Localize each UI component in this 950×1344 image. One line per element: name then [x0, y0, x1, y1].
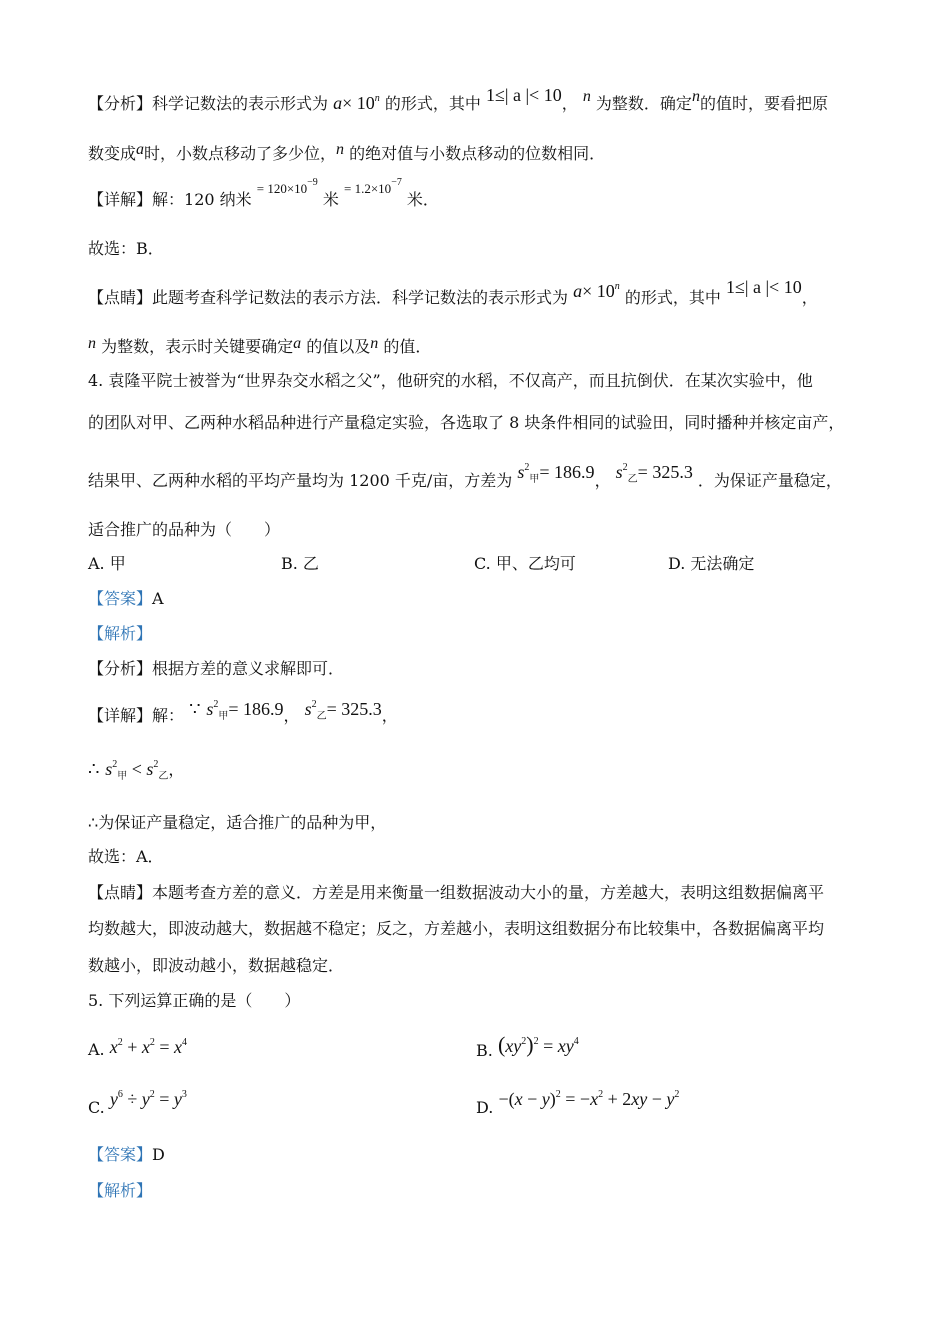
q4-stem-line2: 的团队对甲、乙两种水稻品种进行产量稳定实验，各选取了 8 块条件相同的试验田，同时播种并核定亩产，: [88, 413, 845, 432]
q4-stem-line1: 4. 袁隆平院士被誉为“世界杂交水稻之父”，他研究的水稻，不仅高产，而且抗倒伏．在某次实验中，他: [88, 371, 813, 390]
q3-analysis-line2: 数变成a时，小数点移动了多少位，n 的绝对值与小数点移动的位数相同．: [88, 141, 606, 163]
q5-option-c: C. $y^6 \div y^2 = y^3$: [88, 1089, 187, 1117]
q4-conclusion: ∴为保证产量稳定，适合推广的品种为甲，: [88, 813, 387, 832]
q3-comment-line2: n 为整数，表示时关键要确定a 的值以及n 的值．: [88, 335, 432, 356]
q4-therefore: ∴ $s^2_甲 < s^2_乙$，: [88, 759, 185, 782]
q5-option-b: B. $(xy^2)^2 = xy^4$: [476, 1032, 579, 1060]
formula-a-times-10n-2: $a\times 10^n$: [573, 281, 620, 301]
q5-stem: 5. 下列运算正确的是（ ）: [88, 991, 301, 1010]
q3-comment-line1: 【点睛】此题考查科学记数法的表示方法．科学记数法的表示形式为 $a\times 10^n$ 的形式，其中 1≤| a |< 10，: [88, 277, 818, 307]
q4-answer: 【答案】A: [88, 589, 164, 608]
formula-abs-a: 1≤| a |< 10: [485, 85, 562, 105]
comment-tag: 【点睛】: [88, 288, 153, 307]
q4-comment-line3: 数越小，即波动越小，数据越稳定．: [88, 956, 345, 975]
formula-s-yi-2: $s^2_乙= 325.3$: [304, 699, 382, 722]
q4-stem-line4: 适合推广的品种为（ ）: [88, 520, 281, 539]
q4-option-d: D. 无法确定: [668, 554, 755, 573]
q4-comment-line1: 【点睛】本题考查方差的意义．方差是用来衡量一组数据波动大小的量，方差越大，表明这组数据偏离平: [88, 883, 825, 902]
q3-detail-line: 【详解】解：120 纳米 $^{= 120\times 10^{-9}}$ 米 $^{= 1.2\times 10^{-7}}$ 米．: [88, 177, 439, 209]
q4-jiexi: [88, 623, 152, 645]
q4-comment-line2: 均数越大，即波动越大，数据越不稳定；反之，方差越小，表明这组数据分布比较集中，各数据偏离平均: [88, 919, 825, 938]
q5-option-a: A. $x^2 + x^2 = x^4$: [88, 1037, 188, 1059]
formula-compare: ∴ $s^2_甲 < s^2_乙$: [88, 759, 169, 782]
q5-option-d: D. $-(x - y)^2 = -x^2 + 2xy - y^2$: [476, 1089, 680, 1117]
q3-analysis-line1: 【分析】科学记数法的表示形式为 $a\times 10^n$ 的形式，其中 1≤| a |< 10， n 为整数．确定n的值时，要看把原: [88, 85, 828, 113]
q4-option-a: A. 甲: [88, 554, 126, 573]
detail-tag: 【详解】: [88, 190, 153, 209]
formula-s-jia: $s^2_甲= 186.9$: [517, 462, 595, 485]
q4-choose: 故选：A．: [88, 847, 164, 866]
q4-analysis: 【分析】根据方差的意义求解即可．: [88, 659, 345, 678]
q4-detail: 【详解】解： ∵ $s^2_甲= 186.9$， $s^2_乙= 325.3$，: [88, 699, 398, 725]
answer-tag: 【答案】: [88, 589, 153, 608]
q4-option-b: B. 乙: [281, 554, 319, 573]
jiexi-tag: 【解析】: [88, 624, 153, 643]
formula-a-times-10n: $a\times 10^n$: [333, 93, 380, 113]
formula-120e-9: = 120×10−9: [256, 177, 318, 196]
q5-jiexi: [88, 1180, 152, 1202]
q3-choose: 故选：B．: [88, 239, 164, 258]
formula-abs-a-2: 1≤| a |< 10: [725, 277, 802, 297]
answer-tag-q5: 【答案】: [88, 1145, 153, 1164]
analysis-tag: 【分析】: [88, 94, 153, 113]
formula-1.2e-7: = 1.2×10−7: [344, 177, 402, 196]
jiexi-tag-q5: 【解析】: [88, 1181, 153, 1200]
q4-option-c: C. 甲、乙均可: [474, 554, 576, 573]
q4-stem-line3: 结果甲、乙两种水稻的平均产量均为 1200 千克/亩，方差为 $s^2_甲= 186.9$， $s^2_乙= 325.3$ ．为保证产量稳定，: [88, 462, 842, 490]
formula-s-yi: $s^2_乙= 325.3$: [615, 462, 693, 485]
q5-answer: 【答案】D: [88, 1145, 165, 1164]
formula-since-s-jia: ∵ $s^2_甲= 186.9$: [189, 699, 284, 722]
